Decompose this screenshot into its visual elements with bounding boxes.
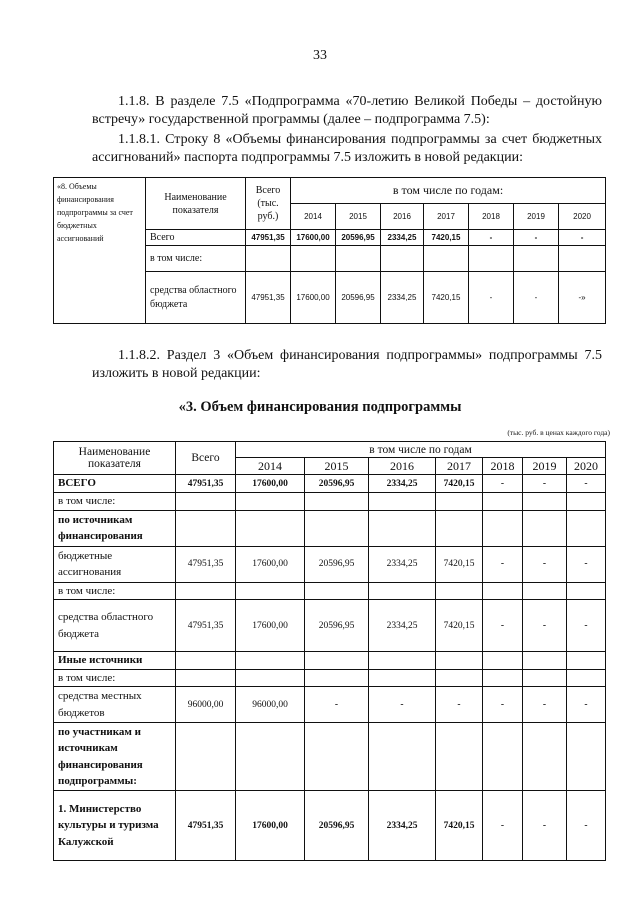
row-label: средства областного бюджета bbox=[146, 272, 246, 324]
paragraph-1-1-8-2: 1.1.8.2. Раздел 3 «Объем финансирования подпрограммы» подпрограммы 7.5 изложить в новой редакции: bbox=[92, 348, 602, 381]
row-label: бюджетные ассигнования bbox=[54, 546, 176, 582]
table-row bbox=[54, 493, 606, 511]
cell-value: - bbox=[523, 687, 567, 723]
year-header: 2018 bbox=[469, 204, 514, 230]
row-label: Иные источники bbox=[54, 652, 176, 670]
cell-total: 47951,35 bbox=[246, 230, 291, 246]
cell-value: - bbox=[483, 791, 523, 861]
cell-value: - bbox=[483, 687, 523, 723]
year-header: 2017 bbox=[436, 458, 483, 475]
table-row bbox=[54, 600, 606, 652]
cell-value: 20596,95 bbox=[305, 600, 369, 652]
table-row bbox=[54, 669, 606, 687]
table-row bbox=[54, 652, 606, 670]
year-header: 2016 bbox=[381, 204, 424, 230]
cell-total: 96000,00 bbox=[176, 687, 236, 723]
table-row bbox=[54, 687, 606, 723]
cell-value: 17600,00 bbox=[236, 600, 305, 652]
units-note: (тыс. руб. в ценах каждого года) bbox=[507, 428, 610, 437]
cell-value: - bbox=[483, 600, 523, 652]
table-row bbox=[54, 723, 606, 791]
cell-value: 20596,95 bbox=[336, 272, 381, 324]
cell-value: - bbox=[469, 272, 514, 324]
cell-value: 20596,95 bbox=[305, 546, 369, 582]
col-name-header: Наименование показателя bbox=[146, 178, 246, 230]
year-header: 2020 bbox=[567, 458, 606, 475]
cell-value: - bbox=[469, 230, 514, 246]
passport-funding-table bbox=[53, 177, 606, 324]
year-header: 2020 bbox=[559, 204, 606, 230]
cell-value: - bbox=[559, 230, 606, 246]
row-label: в том числе: bbox=[54, 493, 176, 511]
cell-value: 2334,25 bbox=[369, 475, 436, 493]
cell-value: 7420,15 bbox=[436, 546, 483, 582]
table-row bbox=[54, 546, 606, 582]
table-row bbox=[54, 582, 606, 600]
cell-total: 47951,35 bbox=[246, 272, 291, 324]
cell-value: - bbox=[523, 475, 567, 493]
cell-value: 7420,15 bbox=[436, 600, 483, 652]
year-header: 2018 bbox=[483, 458, 523, 475]
section-funding-table bbox=[53, 441, 606, 861]
cell-value: - bbox=[436, 687, 483, 723]
cell-value: 20596,95 bbox=[305, 791, 369, 861]
cell-value: 2334,25 bbox=[381, 272, 424, 324]
cell-value: 17600,00 bbox=[291, 272, 336, 324]
cell-value: - bbox=[567, 600, 606, 652]
row-label: по источникам финансирования bbox=[54, 510, 176, 546]
page-number: 33 bbox=[313, 48, 327, 63]
cell-value: - bbox=[483, 546, 523, 582]
cell-value: - bbox=[369, 687, 436, 723]
year-header: 2016 bbox=[369, 458, 436, 475]
cell-value: 2334,25 bbox=[369, 546, 436, 582]
col-name-header: Наименование показателя bbox=[54, 442, 176, 475]
cell-value: - bbox=[567, 546, 606, 582]
table-row bbox=[54, 510, 606, 546]
row-label: в том числе: bbox=[54, 582, 176, 600]
cell-value: - bbox=[523, 791, 567, 861]
paragraph-1-1-8-1: 1.1.8.1. Строку 8 «Объемы финансирования подпрограммы за счет бюджетных ассигнований» паспорта подпрограммы 7.5 изложить в новой редакции: bbox=[92, 132, 602, 165]
cell-total: 47951,35 bbox=[176, 600, 236, 652]
cell-total: 47951,35 bbox=[176, 546, 236, 582]
cell-value: 20596,95 bbox=[336, 230, 381, 246]
cell-value: - bbox=[514, 230, 559, 246]
cell-value: 2334,25 bbox=[381, 230, 424, 246]
year-header: 2014 bbox=[236, 458, 305, 475]
cell-value: 7420,15 bbox=[436, 791, 483, 861]
row-label: по участникам и источникам финансирования подпрограммы: bbox=[54, 723, 176, 791]
cell-value: 7420,15 bbox=[424, 230, 469, 246]
cell-total: 47951,35 bbox=[176, 791, 236, 861]
section-title: «3. Объем финансирования подпрограммы bbox=[178, 399, 462, 415]
paragraph-1-1-8: 1.1.8. В разделе 7.5 «Подпрограмма «70-летию Великой Победы – достойную встречу» государственной программы (далее – подпрограмма 7.5): bbox=[92, 94, 602, 127]
cell-value: - bbox=[523, 546, 567, 582]
cell-value: - bbox=[567, 687, 606, 723]
row-label: в том числе: bbox=[54, 669, 176, 687]
years-header: в том числе по годам bbox=[236, 442, 606, 458]
cell-value: 2334,25 bbox=[369, 600, 436, 652]
year-header: 2015 bbox=[336, 204, 381, 230]
cell-value: -» bbox=[559, 272, 606, 324]
year-header: 2015 bbox=[305, 458, 369, 475]
row-label: ВСЕГО bbox=[54, 475, 176, 493]
cell-value: - bbox=[305, 687, 369, 723]
cell-value: 96000,00 bbox=[236, 687, 305, 723]
year-header: 2019 bbox=[514, 204, 559, 230]
row-label: 1. Министерство культуры и туризма Калужской bbox=[54, 791, 176, 861]
year-header: 2014 bbox=[291, 204, 336, 230]
cell-value: - bbox=[523, 600, 567, 652]
cell-value: - bbox=[567, 791, 606, 861]
cell-value: 7420,15 bbox=[424, 272, 469, 324]
table-row bbox=[54, 791, 606, 861]
cell-value: 17600,00 bbox=[291, 230, 336, 246]
year-header: 2019 bbox=[523, 458, 567, 475]
row-label: средства областного бюджета bbox=[54, 600, 176, 652]
row-label: в том числе: bbox=[146, 246, 246, 272]
cell-value: 17600,00 bbox=[236, 546, 305, 582]
cell-value: - bbox=[483, 475, 523, 493]
passport-left-cell: «8. Объемы финансирования подпрограммы за счет бюджетных ассигнований bbox=[54, 178, 146, 324]
cell-value: - bbox=[567, 475, 606, 493]
year-header: 2017 bbox=[424, 204, 469, 230]
row-label: Всего bbox=[146, 230, 246, 246]
table-row bbox=[54, 475, 606, 493]
cell-value: 20596,95 bbox=[305, 475, 369, 493]
cell-value: 17600,00 bbox=[236, 475, 305, 493]
cell-value: 17600,00 bbox=[236, 791, 305, 861]
row-label: средства местных бюджетов bbox=[54, 687, 176, 723]
col-total-header: Всего bbox=[176, 442, 236, 475]
col-total-header: Всего (тыс. руб.) bbox=[246, 178, 291, 230]
cell-value: - bbox=[514, 272, 559, 324]
cell-total: 47951,35 bbox=[176, 475, 236, 493]
years-header: в том числе по годам: bbox=[291, 178, 606, 204]
cell-value: 7420,15 bbox=[436, 475, 483, 493]
cell-value: 2334,25 bbox=[369, 791, 436, 861]
